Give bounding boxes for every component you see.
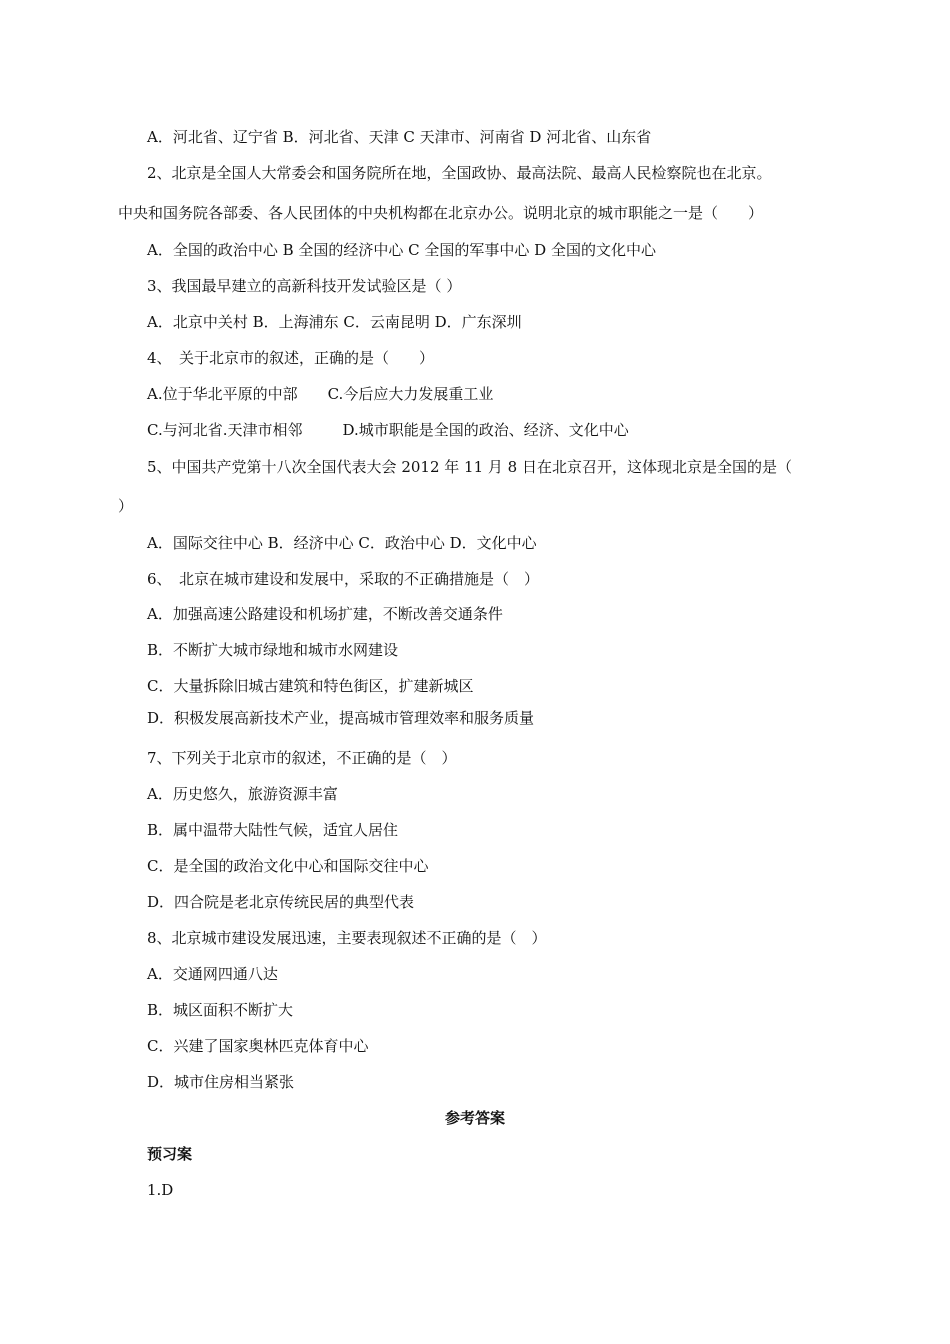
q8-option: D．城市住房相当紧张 (147, 1073, 295, 1091)
q1-options: A．河北省、辽宁省 B．河北省、天津 C 天津市、河南省 D 河北省、山东省 (147, 128, 652, 146)
q3-options: A．北京中关村 B．上海浦东 C．云南昆明 D．广东深圳 (147, 313, 522, 331)
q6-option: A．加强高速公路建设和机场扩建，不断改善交通条件 (147, 605, 503, 623)
q5-stem-line2: ） (118, 497, 134, 515)
q4-options-row2 (147, 420, 629, 440)
answer-1: 1.D (147, 1181, 174, 1199)
q6-stem: 6、 北京在城市建设和发展中，采取的不正确措施是（ ） (147, 570, 540, 588)
q7-option: B．属中温带大陆性气候，适宜人居住 (147, 821, 399, 839)
answers-section-heading: 预习案 (147, 1145, 193, 1163)
q3-stem: 3、我国最早建立的高新科技开发试验区是（ ） (147, 277, 462, 295)
q6-option: B．不断扩大城市绿地和城市水网建设 (147, 641, 399, 659)
q8-option: C．兴建了国家奥林匹克体育中心 (147, 1037, 369, 1055)
q6-option: C．大量拆除旧城古建筑和特色街区，扩建新城区 (147, 677, 474, 695)
q8-stem: 8、北京城市建设发展迅速，主要表现叙述不正确的是（ ） (147, 929, 547, 947)
q5-options: A．国际交往中心 B．经济中心 C．政治中心 D．文化中心 (147, 534, 537, 552)
q2-stem-line2: 中央和国务院各部委、各人民团体的中央机构都在北京办公。说明北京的城市职能之一是（ ） (118, 204, 764, 222)
q4-option-c: C.今后应大力发展重工业 (327, 385, 494, 403)
q2-stem-line1: 2、北京是全国人大常委会和国务院所在地，全国政协、最高法院、最高人民检察院也在北京。 (147, 164, 772, 182)
q8-option: A．交通网四通八达 (147, 965, 278, 983)
q7-option: D．四合院是老北京传统民居的典型代表 (147, 893, 415, 911)
q4-option-c2: C.与河北省.天津市相邻 (147, 421, 303, 439)
q7-stem: 7、下列关于北京市的叙述，不正确的是（ ） (147, 749, 457, 767)
q2-options: A．全国的政治中心 B 全国的经济中心 C 全国的军事中心 D 全国的文化中心 (147, 241, 656, 259)
q4-options-row1 (147, 384, 493, 404)
q6-option: D．积极发展高新技术产业，提高城市管理效率和服务质量 (147, 709, 535, 727)
q4-stem: 4、 关于北京市的叙述，正确的是（ ） (147, 349, 435, 367)
q4-option-a: A.位于华北平原的中部 (147, 385, 298, 403)
q8-option: B．城区面积不断扩大 (147, 1001, 294, 1019)
q4-option-d: D.城市职能是全国的政治、经济、文化中心 (342, 421, 629, 439)
q5-stem-line1: 5、中国共产党第十八次全国代表大会 2012 年 11 月 8 日在北京召开，这体现北京是全国的是（ (147, 458, 792, 476)
answers-title: 参考答案 (444, 1109, 505, 1127)
q7-option: C．是全国的政治文化中心和国际交往中心 (147, 857, 429, 875)
q7-option: A．历史悠久，旅游资源丰富 (147, 785, 338, 803)
